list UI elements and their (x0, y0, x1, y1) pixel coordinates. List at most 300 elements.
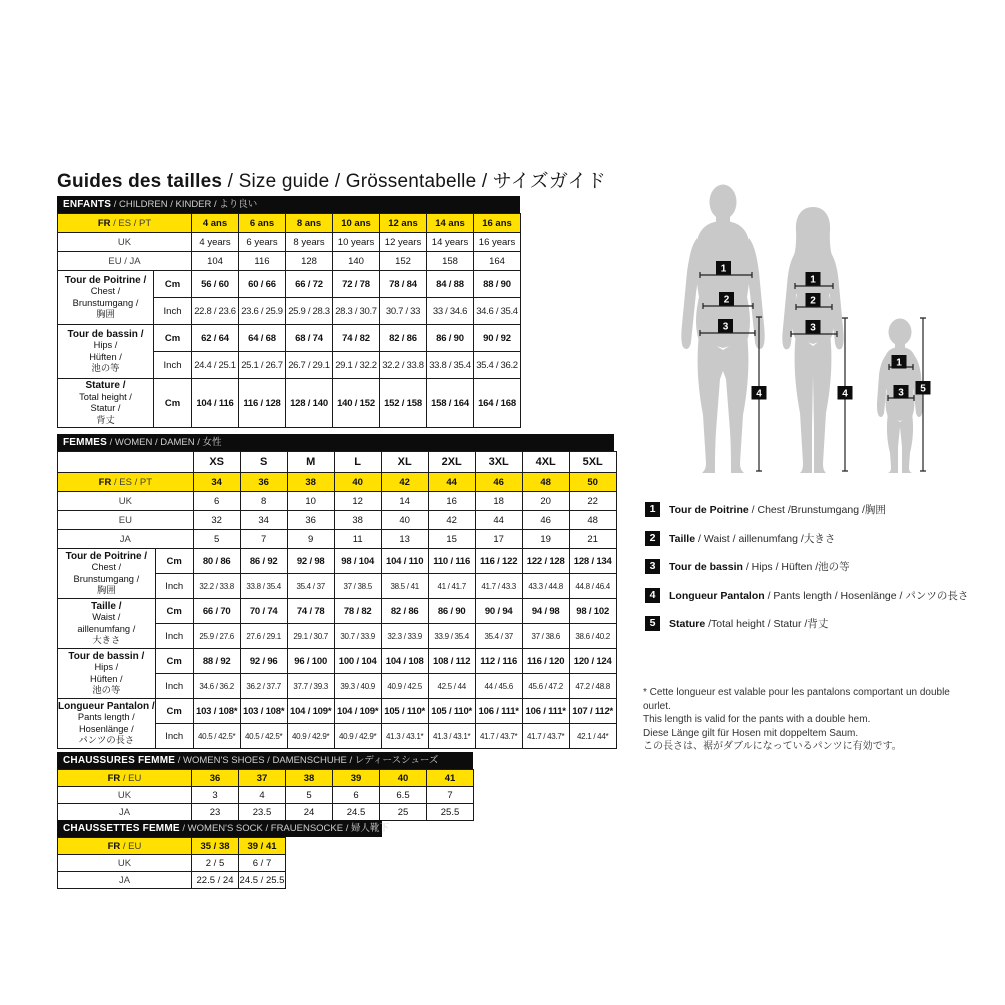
measure-cell: 88 / 92 (193, 649, 240, 674)
measurement-legend (645, 502, 985, 645)
measure-label (58, 699, 156, 749)
measure-label-line: 背丈 (96, 414, 115, 425)
size-cell: 10 (287, 492, 334, 511)
child-stature-badge-number: 5 (920, 383, 926, 395)
size-cell: 14 (381, 492, 428, 511)
measure-cell: 40.5 / 42.5* (240, 724, 287, 749)
page-title-translations: / Size guide / Grössentabelle / サイズガイド (222, 171, 606, 192)
size-cell: 5 (286, 787, 333, 804)
measure-cell: 42.1 / 44* (569, 724, 616, 749)
row-label (58, 492, 194, 511)
measure-cell: 42.5 / 44 (428, 674, 475, 699)
size-cell: 38 (334, 511, 381, 530)
measure-cell: 32.2 / 33.8 (380, 352, 427, 379)
size-cell: 48 (569, 511, 616, 530)
size-cell: 7 (427, 787, 474, 804)
measure-cell: 96 / 100 (287, 649, 334, 674)
measure-cell: 27.6 / 29.1 (240, 624, 287, 649)
man-hips-badge-number: 3 (722, 321, 729, 333)
size-cell: 40 (381, 511, 428, 530)
measure-label-line: Hips / (94, 662, 119, 672)
measure-cell: 90 / 94 (475, 599, 522, 624)
measure-cell: 106 / 111* (475, 699, 522, 724)
size-header-cell: 2XL (428, 452, 475, 473)
size-cell: 40 (334, 473, 381, 492)
size-header-cell: XS (193, 452, 240, 473)
measure-cell: 25.1 / 26.7 (239, 352, 286, 379)
legend-label-bold: Stature (669, 618, 706, 630)
measure-cell: 86 / 92 (240, 549, 287, 574)
unit-cell: Cm (155, 599, 193, 624)
measure-label-line: 池の等 (91, 363, 120, 373)
size-cell: 21 (569, 530, 616, 549)
measure-cell: 105 / 110* (381, 699, 428, 724)
unit-cell: Cm (155, 549, 193, 574)
measure-cell: 40.9 / 42.9* (334, 724, 381, 749)
measure-cell: 35.4 / 37 (475, 624, 522, 649)
measure-cell: 80 / 86 (193, 549, 240, 574)
measure-cell: 60 / 66 (239, 271, 286, 298)
measure-cell: 112 / 116 (475, 649, 522, 674)
measure-label-line: Chest / (90, 286, 121, 296)
legend-label-rest: / Hips / Hüften /池の等 (742, 561, 850, 573)
size-cell: 36 (287, 511, 334, 530)
size-cell: 50 (569, 473, 616, 492)
measure-cell: 104 / 109* (334, 699, 381, 724)
measure-cell: 33.8 / 35.4 (240, 574, 287, 599)
legend-item (645, 502, 985, 517)
measure-cell: 140 / 152 (333, 379, 380, 428)
legend-label (669, 559, 850, 574)
measure-label-line: Tour de bassin / (67, 328, 144, 340)
unit-cell: Cm (154, 379, 192, 428)
legend-label-bold: Tour de Poitrine (669, 504, 749, 516)
size-cell: 25 (380, 804, 427, 821)
row-label (58, 473, 194, 492)
legend-label (669, 588, 968, 603)
size-cell: 128 (286, 252, 333, 271)
measure-cell: 152 / 158 (380, 379, 427, 428)
legend-label-bold: Tour de bassin (669, 561, 743, 573)
measure-cell: 164 / 168 (474, 379, 521, 428)
measure-cell: 44.8 / 46.4 (569, 574, 616, 599)
measure-cell: 82 / 86 (380, 325, 427, 352)
legend-label-rest: / Pants length / Hosenlänge / パンツの長さ (764, 589, 969, 602)
size-cell: 23 (192, 804, 239, 821)
measure-cell: 35.4 / 36.2 (474, 352, 521, 379)
measure-cell: 74 / 82 (333, 325, 380, 352)
size-cell: 6 / 7 (239, 855, 286, 872)
size-cell: 36 (192, 770, 239, 787)
measure-cell: 70 / 74 (240, 599, 287, 624)
row-label (58, 787, 192, 804)
legend-number-badge: 2 (645, 531, 660, 546)
table-header-enfants (57, 196, 520, 213)
row-label-bold: FR (98, 476, 112, 488)
size-header-cell: XL (381, 452, 428, 473)
row-label (58, 838, 192, 855)
measure-cell: 39.3 / 40.9 (334, 674, 381, 699)
measure-cell: 38.5 / 41 (381, 574, 428, 599)
size-cell: 8 (240, 492, 287, 511)
size-cell: 6 years (239, 233, 286, 252)
size-cell: 12 (334, 492, 381, 511)
child-hips-badge-number: 3 (898, 387, 904, 399)
unit-cell: Inch (155, 724, 193, 749)
size-cell: 18 (475, 492, 522, 511)
footnote-line: This length is valid for the pants with a double hem. (643, 714, 871, 725)
table-header-title: ENFANTS (63, 199, 112, 210)
legend-number-badge: 3 (645, 559, 660, 574)
measure-cell: 107 / 112* (569, 699, 616, 724)
measure-cell: 104 / 109* (287, 699, 334, 724)
measure-label-line: パンツの長さ (78, 735, 135, 745)
unit-cell: Inch (154, 352, 192, 379)
measure-cell: 43.3 / 44.8 (522, 574, 569, 599)
legend-label-bold: Longueur Pantalon (669, 589, 765, 602)
measure-cell: 86 / 90 (428, 599, 475, 624)
measure-label-line: Total height / (79, 391, 132, 402)
size-cell: 4 years (192, 233, 239, 252)
size-cell: 38 (286, 770, 333, 787)
row-label-rest: UK (117, 236, 132, 248)
page-title-main: Guides des tailles (57, 171, 223, 192)
woman-silhouette (782, 207, 843, 473)
measure-label-line: Longueur Pantalon / (58, 700, 155, 712)
size-cell: 158 (427, 252, 474, 271)
measure-label-line: Brunstumgang / (73, 573, 140, 584)
measure-label-line: Hüften / (89, 351, 122, 362)
size-cell: 24.5 / 25.5 (239, 872, 286, 889)
size-cell: 7 (240, 530, 287, 549)
measure-row (58, 649, 617, 674)
footnote-line: この長さは、裾がダブルになっているパンツに有効です。 (643, 741, 902, 752)
measure-cell: 33 / 34.6 (427, 298, 474, 325)
man-chest-badge-number: 1 (720, 263, 727, 275)
size-cell: 37 (239, 770, 286, 787)
measure-row (58, 599, 617, 624)
measure-cell: 41.3 / 43.1* (381, 724, 428, 749)
measure-cell: 92 / 98 (287, 549, 334, 574)
size-cell: 4 ans (192, 214, 239, 233)
size-header-cell: S (240, 452, 287, 473)
row-label-rest: / EU (120, 840, 142, 852)
size-cell: 22 (569, 492, 616, 511)
size-cell: 8 ans (286, 214, 333, 233)
measure-cell: 120 / 124 (569, 649, 616, 674)
measure-cell: 41.7 / 43.7* (475, 724, 522, 749)
size-row (58, 855, 286, 872)
measure-label-line: Hosenlänge / (78, 723, 134, 734)
table-chaussures-femme (57, 752, 474, 821)
measure-cell: 38.6 / 40.2 (569, 624, 616, 649)
size-cell: 11 (334, 530, 381, 549)
size-figures-illustration (650, 175, 970, 480)
measure-label-line: 大きさ (92, 635, 121, 645)
legend-label-rest: / Waist / aillenumfang /大きさ (695, 532, 836, 545)
table-header-chaussettes (57, 820, 390, 837)
measure-cell: 24.4 / 25.1 (192, 352, 239, 379)
measure-cell: 41 / 41.7 (428, 574, 475, 599)
table-chaussettes-femme (57, 820, 390, 889)
measure-cell: 33.9 / 35.4 (428, 624, 475, 649)
size-header-cell: 5XL (569, 452, 616, 473)
size-cell: 39 (333, 770, 380, 787)
size-cell: 6 ans (239, 214, 286, 233)
measure-label-line: 池の等 (92, 685, 121, 695)
size-cell: 6 (193, 492, 240, 511)
size-cell: 22.5 / 24 (192, 872, 239, 889)
measure-cell: 37.7 / 39.3 (287, 674, 334, 699)
measure-cell: 35.4 / 37 (287, 574, 334, 599)
size-header-cell: M (287, 452, 334, 473)
size-cell: 39 / 41 (239, 838, 286, 855)
size-cell: 16 years (474, 233, 521, 252)
measure-cell: 108 / 112 (428, 649, 475, 674)
size-row (58, 492, 617, 511)
size-row (58, 473, 617, 492)
measure-cell: 128 / 140 (286, 379, 333, 428)
measure-label-line: Tour de bassin / (68, 650, 145, 662)
measure-cell: 62 / 64 (192, 325, 239, 352)
measure-cell: 98 / 102 (569, 599, 616, 624)
measure-cell: 106 / 111* (522, 699, 569, 724)
size-row (58, 770, 474, 787)
woman-pants-length-badge-number: 4 (842, 388, 848, 400)
measure-cell: 41.3 / 43.1* (428, 724, 475, 749)
size-table-chaussettes (57, 837, 286, 889)
measure-cell: 116 / 122 (475, 549, 522, 574)
row-label (58, 233, 192, 252)
measure-label-line: Pants length / (77, 712, 135, 722)
measure-cell: 40.9 / 42.9* (287, 724, 334, 749)
size-row (58, 214, 521, 233)
row-label (58, 804, 192, 821)
legend-number-badge: 1 (645, 502, 660, 517)
table-header-subtitle: / WOMEN'S SHOES / DAMENSCHUHE / レディースシューズ (175, 755, 439, 766)
legend-label (669, 502, 886, 517)
measure-cell: 37 / 38.5 (334, 574, 381, 599)
measure-label (58, 599, 156, 649)
measure-cell: 45.6 / 47.2 (522, 674, 569, 699)
size-cell: 164 (474, 252, 521, 271)
measure-label-line: 胸囲 (97, 585, 116, 595)
measure-label-line: Waist / (92, 612, 121, 622)
measure-cell: 66 / 72 (286, 271, 333, 298)
measure-cell: 40.5 / 42.5* (193, 724, 240, 749)
unit-cell: Inch (155, 674, 193, 699)
table-header-subtitle: / WOMEN / DAMEN / 女性 (106, 437, 222, 448)
measure-cell: 32.2 / 33.8 (193, 574, 240, 599)
row-label (58, 872, 192, 889)
measure-cell: 104 / 116 (192, 379, 239, 428)
table-header-subtitle: / WOMEN'S SOCK / FRAUENSOCKE / 婦人靴下 (179, 823, 390, 834)
table-header-femmes (57, 434, 614, 451)
measure-cell: 25.9 / 28.3 (286, 298, 333, 325)
row-label (58, 855, 192, 872)
row-label-rest: JA (118, 806, 131, 818)
measure-cell: 40.9 / 42.5 (381, 674, 428, 699)
measure-cell: 116 / 120 (522, 649, 569, 674)
measure-cell: 64 / 68 (239, 325, 286, 352)
size-cell: 25.5 (427, 804, 474, 821)
table-header-title: CHAUSSURES FEMME (63, 755, 176, 766)
measure-row (58, 271, 521, 298)
measure-cell: 25.9 / 27.6 (193, 624, 240, 649)
measure-cell: 26.7 / 29.1 (286, 352, 333, 379)
size-cell: 116 (239, 252, 286, 271)
row-label-rest: UK (117, 857, 132, 869)
size-cell: 46 (475, 473, 522, 492)
size-cell: 42 (428, 511, 475, 530)
size-cell: 24.5 (333, 804, 380, 821)
measure-cell: 122 / 128 (522, 549, 569, 574)
measure-label (58, 549, 156, 599)
table-header-title: CHAUSSETTES FEMME (63, 823, 180, 834)
measure-label-line: 胸囲 (96, 309, 115, 319)
sizes-row-spacer (58, 452, 194, 473)
size-cell: 46 (522, 511, 569, 530)
size-cell: 35 / 38 (192, 838, 239, 855)
row-label-bold: FR (107, 772, 121, 784)
table-femmes (57, 434, 617, 749)
measure-cell: 128 / 134 (569, 549, 616, 574)
size-row (58, 838, 286, 855)
row-label-rest: UK (118, 495, 132, 507)
size-cell: 4 (239, 787, 286, 804)
size-cell: 38 (287, 473, 334, 492)
row-label-rest: JA (118, 874, 131, 886)
size-cell: 12 years (380, 233, 427, 252)
legend-number-badge: 4 (645, 588, 660, 603)
measure-cell: 68 / 74 (286, 325, 333, 352)
size-cell: 16 (428, 492, 475, 511)
measure-label-line: Stature / (85, 380, 126, 391)
size-cell: 34 (240, 511, 287, 530)
legend-item (645, 559, 985, 574)
measure-cell: 41.7 / 43.7* (522, 724, 569, 749)
measure-cell: 36.2 / 37.7 (240, 674, 287, 699)
legend-label (669, 616, 828, 631)
measure-row (58, 549, 617, 574)
measure-cell: 103 / 108* (193, 699, 240, 724)
measure-label-line: Hüften / (90, 673, 123, 684)
footnote (643, 686, 979, 754)
measure-cell: 104 / 108 (381, 649, 428, 674)
legend-item (645, 531, 985, 546)
measure-cell: 104 / 110 (381, 549, 428, 574)
footnote-line: * Cette longueur est valable pour les pantalons comportant un double ourlet. (643, 687, 950, 712)
legend-number-badge: 5 (645, 616, 660, 631)
measure-cell: 30.7 / 33.9 (334, 624, 381, 649)
size-cell: 48 (522, 473, 569, 492)
page-title (57, 166, 606, 193)
size-cell: 5 (193, 530, 240, 549)
measure-cell: 74 / 78 (287, 599, 334, 624)
measure-label-line: Hips / (93, 340, 118, 350)
row-label-bold: FR (107, 840, 121, 852)
row-label-rest: / ES / PT (111, 476, 152, 488)
measure-cell: 23.6 / 25.9 (239, 298, 286, 325)
size-table-femmes (57, 451, 617, 749)
measure-label-line: aillenumfang / (77, 623, 136, 634)
size-cell: 140 (333, 252, 380, 271)
measure-cell: 37 / 38.6 (522, 624, 569, 649)
table-enfants (57, 196, 521, 428)
size-cell: 14 ans (427, 214, 474, 233)
size-cell: 104 (192, 252, 239, 271)
size-cell: 2 / 5 (192, 855, 239, 872)
unit-cell: Cm (155, 699, 193, 724)
legend-label (669, 531, 835, 546)
size-cell: 24 (286, 804, 333, 821)
measure-cell: 32.3 / 33.9 (381, 624, 428, 649)
size-cell: 44 (428, 473, 475, 492)
measure-cell: 110 / 116 (428, 549, 475, 574)
measure-cell: 103 / 108* (240, 699, 287, 724)
unit-cell: Inch (155, 574, 193, 599)
size-cell: 6 (333, 787, 380, 804)
size-header-cell: 4XL (522, 452, 569, 473)
row-label-rest: UK (117, 789, 132, 801)
measure-cell: 100 / 104 (334, 649, 381, 674)
measure-cell: 22.8 / 23.6 (192, 298, 239, 325)
measure-cell: 105 / 110* (428, 699, 475, 724)
woman-hips-badge-number: 3 (810, 322, 816, 334)
size-cell: 23.5 (239, 804, 286, 821)
measure-label-line: Tour de Poitrine / (64, 274, 147, 286)
size-row (58, 530, 617, 549)
sizes-row (58, 452, 617, 473)
measure-cell: 92 / 96 (240, 649, 287, 674)
size-cell: 14 years (427, 233, 474, 252)
unit-cell: Inch (155, 624, 193, 649)
unit-cell: Cm (154, 325, 192, 352)
size-cell: 41 (427, 770, 474, 787)
man-waist-badge-number: 2 (723, 294, 730, 306)
measure-label (58, 649, 156, 699)
table-header-chaussures (57, 752, 473, 769)
size-cell: 16 ans (474, 214, 521, 233)
size-header-cell: L (334, 452, 381, 473)
measure-cell: 116 / 128 (239, 379, 286, 428)
measure-cell: 90 / 92 (474, 325, 521, 352)
size-row (58, 511, 617, 530)
measure-label-line: Tour de Poitrine / (65, 550, 148, 562)
measure-cell: 98 / 104 (334, 549, 381, 574)
woman-waist-badge-number: 2 (810, 295, 816, 307)
measure-label-line: Statur / (90, 403, 121, 413)
legend-label-rest: / Chest /Brunstumgang /胸囲 (748, 504, 886, 516)
measure-cell: 86 / 90 (427, 325, 474, 352)
size-row (58, 233, 521, 252)
size-cell: 15 (428, 530, 475, 549)
size-row (58, 804, 474, 821)
table-header-subtitle: / CHILDREN / KINDER / より良い (111, 199, 258, 210)
size-cell: 19 (522, 530, 569, 549)
row-label-rest: EU / JA (108, 255, 141, 267)
size-table-chaussures (57, 769, 474, 821)
measure-cell: 29.1 / 32.2 (333, 352, 380, 379)
man-pants-length-badge-number: 4 (756, 388, 762, 400)
measure-row (58, 379, 521, 428)
measure-cell: 94 / 98 (522, 599, 569, 624)
measure-cell: 56 / 60 (192, 271, 239, 298)
table-header-title: FEMMES (63, 437, 107, 448)
size-cell: 34 (193, 473, 240, 492)
size-row (58, 872, 286, 889)
size-cell: 6.5 (380, 787, 427, 804)
